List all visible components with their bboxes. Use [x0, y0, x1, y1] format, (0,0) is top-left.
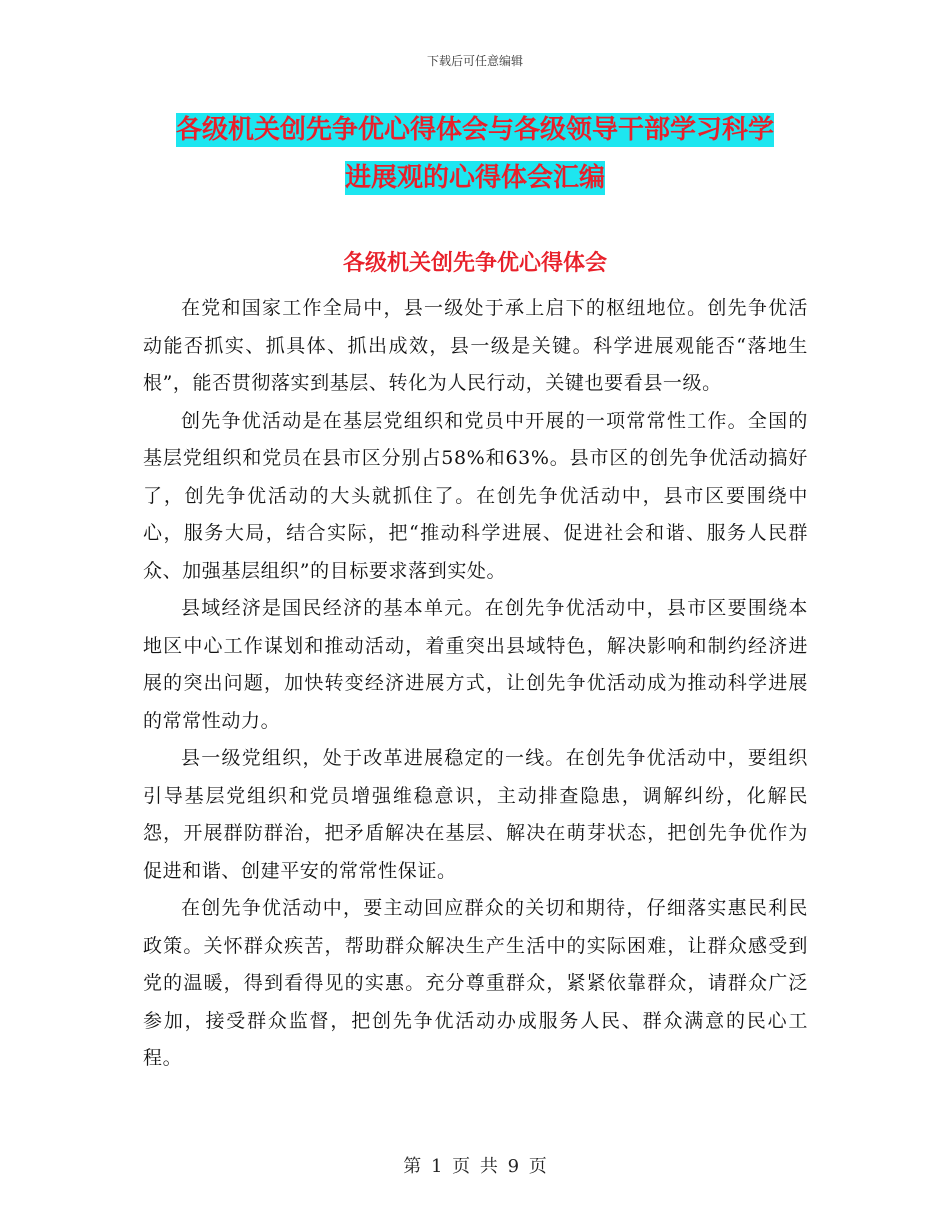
page-footer: 第 1 页 共 9 页 [403, 1156, 547, 1177]
section-title: 各级机关创先争优心得体会 [342, 251, 607, 276]
paragraph: 县域经济是国民经济的基本单元。在创先争优活动中，县市区要围绕本地区中心工作谋划和推动活动，着重突出县域特色，解决影响和制约经济进展的突出问题，加快转变经济进展方式，让创先争优活动成为推动科学进展的常常性动力。 [143, 597, 808, 732]
paragraph: 在党和国家工作全局中，县一级处于承上启下的枢纽地位。创先争优活动能否抓实、抓具体、抓出成效，县一级是关键。科学进展观能否“落地生根”，能否贯彻落实到基层、转化为人民行动，关键也要看县一级。 [143, 297, 808, 394]
paragraph: 创先争优活动是在基层党组织和党员中开展的一项常常性工作。全国的基层党组织和党员在县市区分别占58%和63%。县市区的创先争优活动搞好了，创先争优活动的大头就抓住了。在创先争优活动中，县市区要围绕中心，服务大局，结合实际，把“推动科学进展、促进社会和谐、服务人民群众、加强基层组织”的目标要求落到实处。 [143, 409, 808, 582]
body-text [143, 290, 808, 1078]
paragraph: 在创先争优活动中，要主动回应群众的关切和期待，仔细落实惠民利民政策。关怀群众疾苦，帮助群众解决生产生活中的实际困难，让群众感受到党的温暖，得到看得见的实惠。充分尊重群众，紧紧依靠群众，请群众广泛参加，接受群众监督，把创先争优活动办成服务人民、群众满意的民心工程。 [143, 897, 808, 1069]
main-title-line-2: 进展观的心得体会汇编 [344, 163, 605, 193]
main-title [140, 106, 810, 202]
header-note: 下载后可任意编辑 [426, 54, 523, 68]
paragraph: 县一级党组织，处于改革进展稳定的一线。在创先争优活动中，要组织引导基层党组织和党员增强维稳意识，主动排查隐患，调解纠纷，化解民怨，开展群防群治，把矛盾解决在基层、解决在萌芽状态，把创先争优作为促进和谐、创建平安的常常性保证。 [143, 747, 808, 882]
main-title-line-1: 各级机关创先争优心得体会与各级领导干部学习科学 [175, 115, 774, 145]
